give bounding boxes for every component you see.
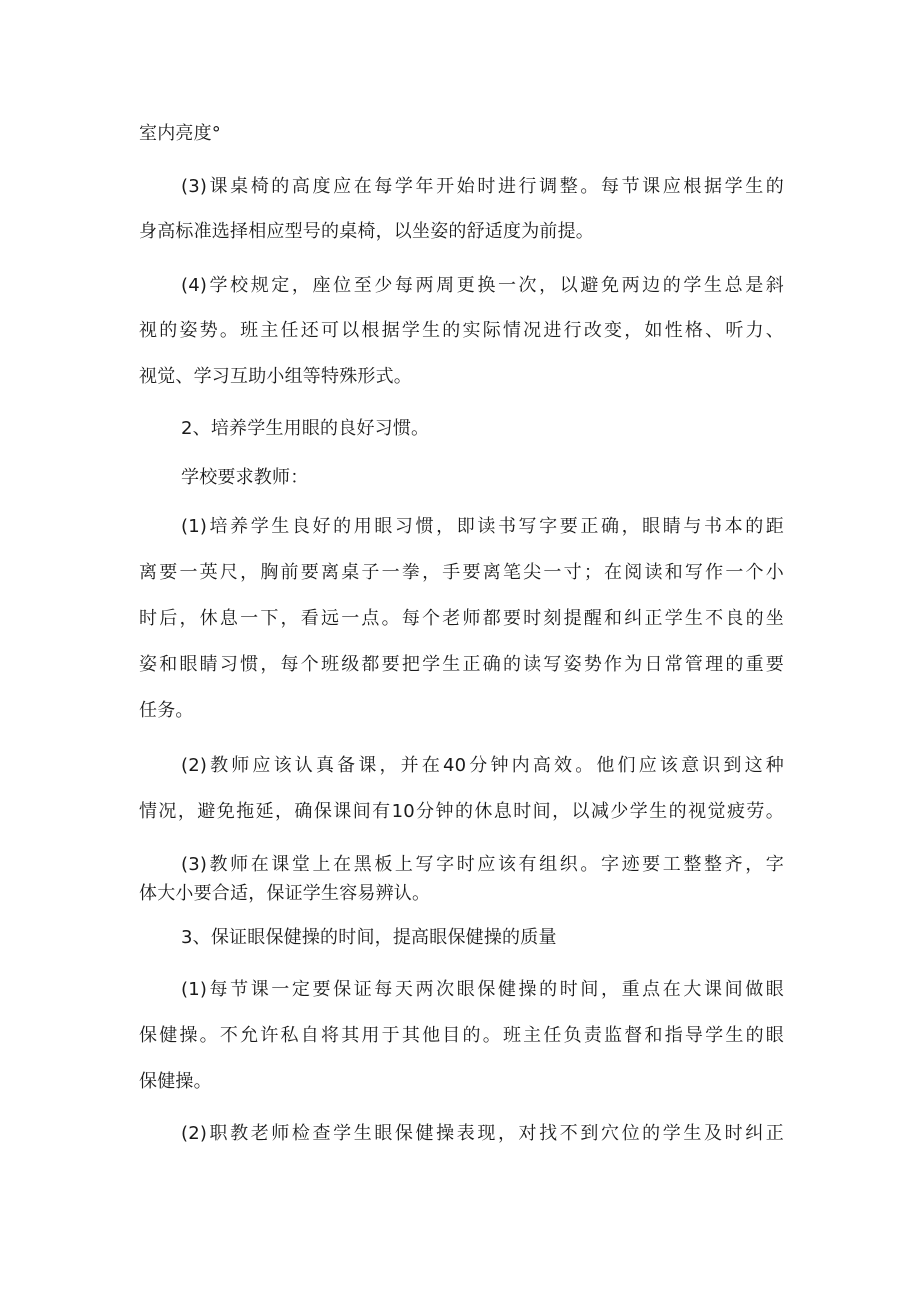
text-line: 任务。 xyxy=(139,700,194,721)
text-line: 时后，休息一下，看远一点。每个老师都要时刻提醒和纠正学生不良的坐 xyxy=(139,608,784,629)
text-line: 离要一英尺，胸前要离桌子一拳，手要离笔尖一寸；在阅读和写作一个小 xyxy=(139,562,784,583)
text-line: 保健操。不允许私自将其用于其他目的。班主任负责监督和指导学生的眼 xyxy=(139,1025,784,1046)
text-line: (3)教师在课堂上在黑板上写字时应该有组织。字迹要工整整齐，字 xyxy=(181,854,784,875)
text-line: (1)培养学生良好的用眼习惯，即读书写字要正确，眼睛与书本的距 xyxy=(181,516,784,537)
text-line: (3)课桌椅的高度应在每学年开始时进行调整。每节课应根据学生的 xyxy=(181,176,784,197)
text-line: (2)教师应该认真备课，并在40分钟内高效。他们应该意识到这种 xyxy=(181,755,784,776)
text-line: 姿和眼睛习惯，每个班级都要把学生正确的读写姿势作为日常管理的重要 xyxy=(139,654,784,675)
text-line: 视的姿势。班主任还可以根据学生的实际情况进行改变，如性格、听力、 xyxy=(139,320,784,341)
text-line: 体大小要合适，保证学生容易辨认。 xyxy=(139,883,431,904)
text-line: 学校要求教师： xyxy=(181,467,309,488)
text-line: (2)职教老师检查学生眼保健操表现，对找不到穴位的学生及时纠正 xyxy=(181,1123,784,1144)
text-line: 保健操。 xyxy=(139,1071,212,1092)
section-heading: 2、培养学生用眼的良好习惯。 xyxy=(181,418,430,439)
text-line: (1)每节课一定要保证每天两次眼保健操的时间，重点在大课间做眼 xyxy=(181,979,784,1000)
section-heading: 3、保证眼保健操的时间，提高眼保健操的质量 xyxy=(181,927,557,948)
text-line: 室内亮度° xyxy=(139,123,221,144)
text-line: 视觉、学习互助小组等特殊形式。 xyxy=(139,366,412,387)
text-line: 身高标准选择相应型号的桌椅，以坐姿的舒适度为前提。 xyxy=(139,221,594,242)
text-line: (4)学校规定，座位至少每两周更换一次，以避免两边的学生总是斜 xyxy=(181,275,784,296)
text-line: 情况，避免拖延，确保课间有10分钟的休息时间，以减少学生的视觉疲劳。 xyxy=(139,801,784,822)
